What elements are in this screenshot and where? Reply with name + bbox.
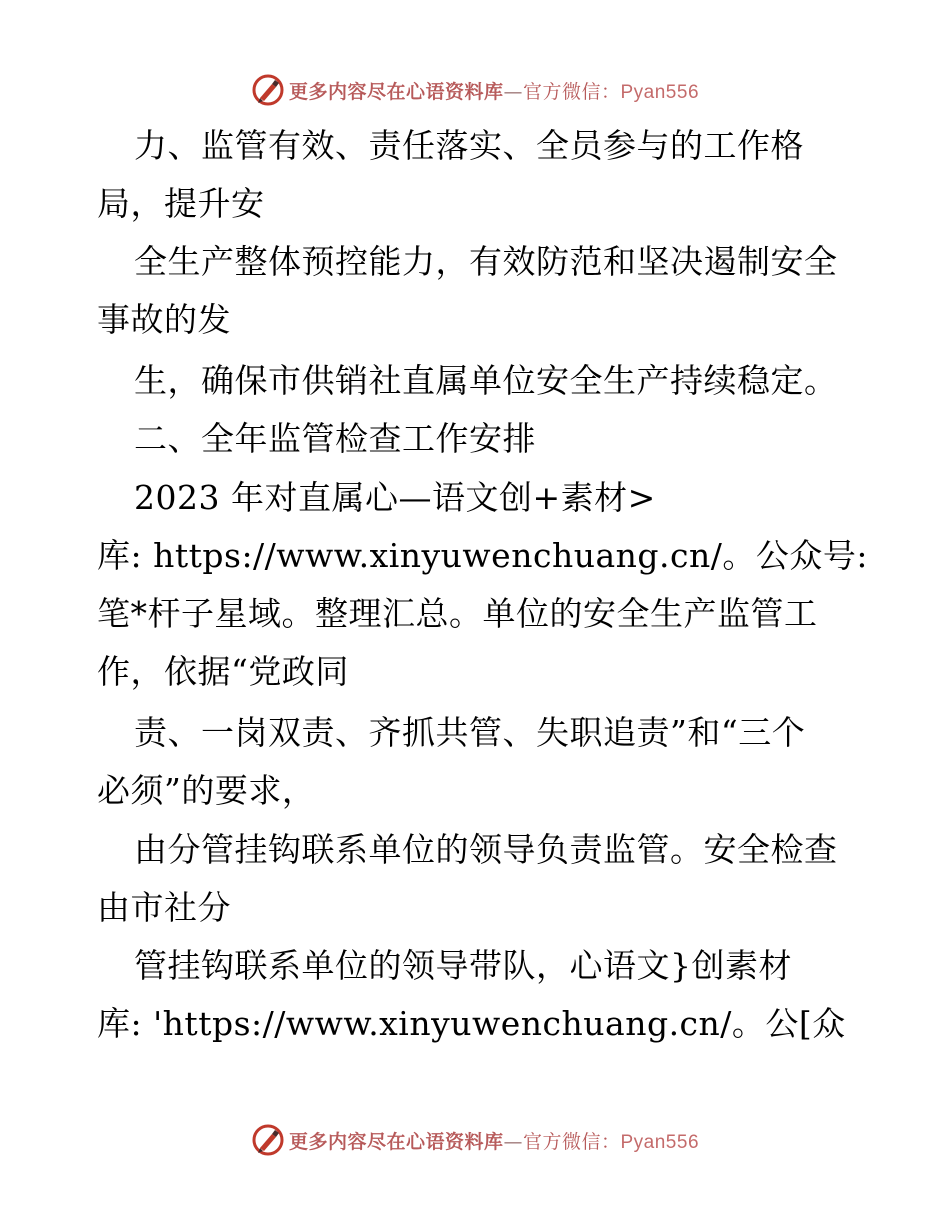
footer-watermark-banner (0, 1120, 950, 1160)
section-heading: 二、全年监管检查工作安排 (134, 419, 536, 458)
body-line: 作，依据“党政同 (97, 652, 349, 691)
body-line: 事故的发 (97, 300, 231, 339)
pen-logo-icon (251, 1123, 285, 1157)
header-watermark-lead: 更多内容尽在心语资料库 (288, 80, 504, 103)
body-line: 由分管挂钩联系单位的领导负责监管。安全检查 (134, 830, 838, 869)
body-line: 管挂钩联系单位的领导带队，心语文}创素材 (134, 946, 792, 985)
footer-watermark-lead: 更多内容尽在心语资料库 (288, 1130, 504, 1153)
footer-watermark-text (289, 1127, 699, 1154)
header-watermark-separator: — (503, 80, 523, 103)
body-line: 由市社分 (97, 888, 231, 927)
footer-watermark-separator: — (503, 1130, 523, 1153)
body-line: 全生产整体预控能力，有效防范和坚决遏制安全 (134, 242, 838, 281)
body-line: 库: https://www.xinyuwenchuang.cn/。公众号: (97, 536, 868, 575)
body-line: 责、一岗双责、齐抓共管、失职追责”和“三个 (134, 713, 806, 752)
body-line: 必须”的要求， (97, 771, 316, 810)
body-line: 2023 年对直属心—语文创+素材> (134, 478, 656, 517)
footer-watermark-tail: 官方微信： (522, 1130, 621, 1153)
header-watermark-id: Pyan556 (620, 81, 700, 103)
footer-watermark-id: Pyan556 (620, 1131, 700, 1153)
header-watermark-tail: 官方微信： (522, 80, 621, 103)
body-line: 力、监管有效、责任落实、全员参与的工作格 (134, 126, 804, 165)
body-line: 局，提升安 (97, 184, 265, 223)
body-line: 库: 'https://www.xinyuwenchuang.cn/。公[众 (97, 1004, 846, 1043)
body-line: 笔*杆子星域。整理汇总。单位的安全生产监管工 (97, 594, 818, 633)
body-line: 生，确保市供销社直属单位安全生产持续稳定。 (134, 361, 838, 400)
